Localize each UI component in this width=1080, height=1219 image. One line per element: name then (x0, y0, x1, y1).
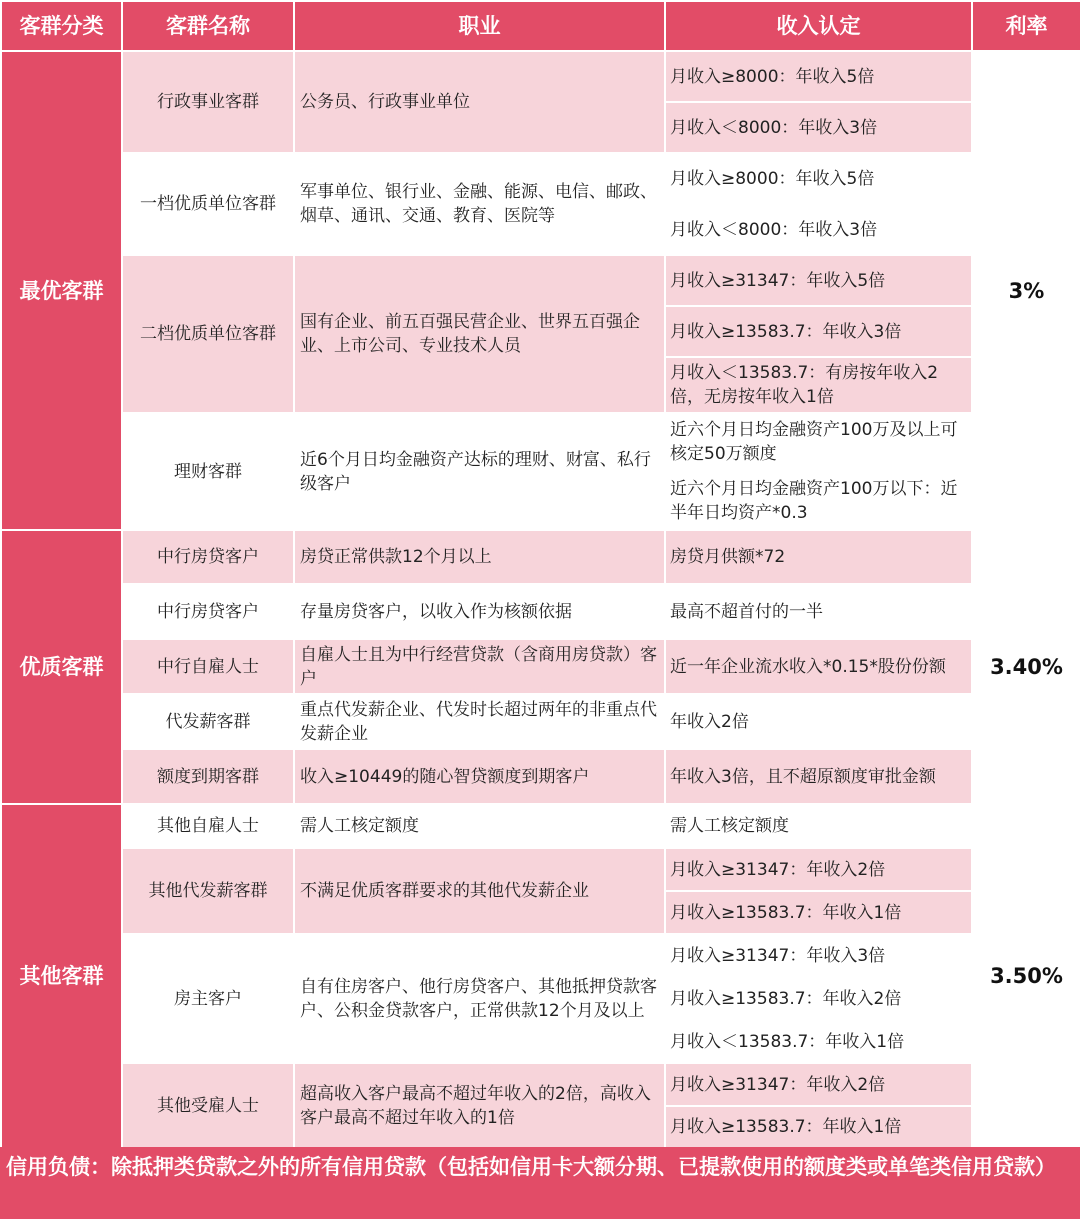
occupation-cell: 超高收入客户最高不超过年收入的2倍，高收入客户最高不超过年收入的1倍 (294, 1063, 665, 1148)
income-cell: 年收入3倍，且不超原额度审批金额 (665, 749, 972, 804)
income-cell: 近六个月日均金融资产100万及以上可核定50万额度 (665, 413, 972, 471)
occupation-cell: 存量房贷客户，以收入作为核额依据 (294, 584, 665, 639)
income-cell: 月收入≥8000：年收入5倍 (665, 153, 972, 204)
income-cell: 年收入2倍 (665, 694, 972, 749)
occupation-cell: 收入≥10449的随心智贷额度到期客户 (294, 749, 665, 804)
rate-cell: 3% (972, 51, 1080, 530)
income-cell: 月收入＜13583.7：有房按年收入2倍，无房按年收入1倍 (665, 357, 972, 413)
header-occupation: 职业 (294, 1, 665, 51)
occupation-cell: 房贷正常供款12个月以上 (294, 530, 665, 584)
rate-cell: 3.40% (972, 530, 1080, 804)
occupation-cell: 公务员、行政事业单位 (294, 51, 665, 153)
group-name-cell: 中行自雇人士 (122, 639, 294, 694)
table-row (1, 584, 1080, 639)
table-header-row (1, 1, 1080, 51)
income-cell: 需人工核定额度 (665, 804, 972, 848)
occupation-cell: 自有住房客户、他行房贷客户、其他抵押贷款客户、公积金贷款客户，正常供款12个月及以上 (294, 934, 665, 1063)
header-name: 客群名称 (122, 1, 294, 51)
table-row (1, 255, 1080, 306)
table-row (1, 639, 1080, 694)
income-cell: 月收入＜13583.7：年收入1倍 (665, 1020, 972, 1063)
group-name-cell: 其他代发薪客群 (122, 848, 294, 934)
group-name-cell: 其他自雇人士 (122, 804, 294, 848)
occupation-cell: 重点代发薪企业、代发时长超过两年的非重点代发薪企业 (294, 694, 665, 749)
occupation-cell: 需人工核定额度 (294, 804, 665, 848)
group-name-cell: 中行房贷客户 (122, 584, 294, 639)
income-cell: 月收入＜8000：年收入3倍 (665, 102, 972, 153)
rate-cell: 3.50% (972, 804, 1080, 1148)
income-cell: 月收入≥13583.7：年收入2倍 (665, 977, 972, 1020)
occupation-cell: 国有企业、前五百强民营企业、世界五百强企业、上市公司、专业技术人员 (294, 255, 665, 413)
income-cell: 月收入≥31347：年收入2倍 (665, 848, 972, 891)
table-row (1, 694, 1080, 749)
footer-note: 信用负债：除抵押类贷款之外的所有信用贷款（包括如信用卡大额分期、已提款使用的额度类或单笔类信用贷款） (0, 1147, 1080, 1219)
table-row (1, 848, 1080, 891)
income-cell: 月收入≥13583.7：年收入1倍 (665, 891, 972, 934)
group-name-cell: 其他受雇人士 (122, 1063, 294, 1148)
group-name-cell: 理财客群 (122, 413, 294, 530)
table-row (1, 1063, 1080, 1106)
occupation-cell: 军事单位、银行业、金融、能源、电信、邮政、烟草、通讯、交通、教育、医院等 (294, 153, 665, 255)
category-cell: 最优客群 (1, 51, 122, 530)
table-row (1, 749, 1080, 804)
header-income: 收入认定 (665, 1, 972, 51)
income-cell: 月收入≥8000：年收入5倍 (665, 51, 972, 102)
group-name-cell: 行政事业客群 (122, 51, 294, 153)
table-row (1, 530, 1080, 584)
group-name-cell: 一档优质单位客群 (122, 153, 294, 255)
table-row (1, 413, 1080, 471)
occupation-cell: 自雇人士且为中行经营贷款（含商用房贷款）客户 (294, 639, 665, 694)
income-cell: 月收入≥13583.7：年收入1倍 (665, 1106, 972, 1148)
income-cell: 最高不超首付的一半 (665, 584, 972, 639)
income-cell: 近六个月日均金融资产100万以下：近半年日均资产*0.3 (665, 471, 972, 530)
income-cell: 房贷月供额*72 (665, 530, 972, 584)
group-name-cell: 代发薪客群 (122, 694, 294, 749)
group-name-cell: 二档优质单位客群 (122, 255, 294, 413)
income-cell: 月收入≥13583.7：年收入3倍 (665, 306, 972, 357)
occupation-cell: 不满足优质客群要求的其他代发薪企业 (294, 848, 665, 934)
group-name-cell: 中行房贷客户 (122, 530, 294, 584)
header-category: 客群分类 (1, 1, 122, 51)
table-row (1, 934, 1080, 977)
category-cell: 优质客群 (1, 530, 122, 804)
group-name-cell: 额度到期客群 (122, 749, 294, 804)
table-row (1, 804, 1080, 848)
income-cell: 近一年企业流水收入*0.15*股份份额 (665, 639, 972, 694)
income-cell: 月收入≥31347：年收入3倍 (665, 934, 972, 977)
category-cell: 其他客群 (1, 804, 122, 1148)
table-row (1, 153, 1080, 204)
group-name-cell: 房主客户 (122, 934, 294, 1063)
occupation-cell: 近6个月日均金融资产达标的理财、财富、私行级客户 (294, 413, 665, 530)
income-cell: 月收入≥31347：年收入2倍 (665, 1063, 972, 1106)
income-cell: 月收入＜8000：年收入3倍 (665, 204, 972, 255)
header-rate: 利率 (972, 1, 1080, 51)
income-cell: 月收入≥31347：年收入5倍 (665, 255, 972, 306)
table-row (1, 51, 1080, 102)
